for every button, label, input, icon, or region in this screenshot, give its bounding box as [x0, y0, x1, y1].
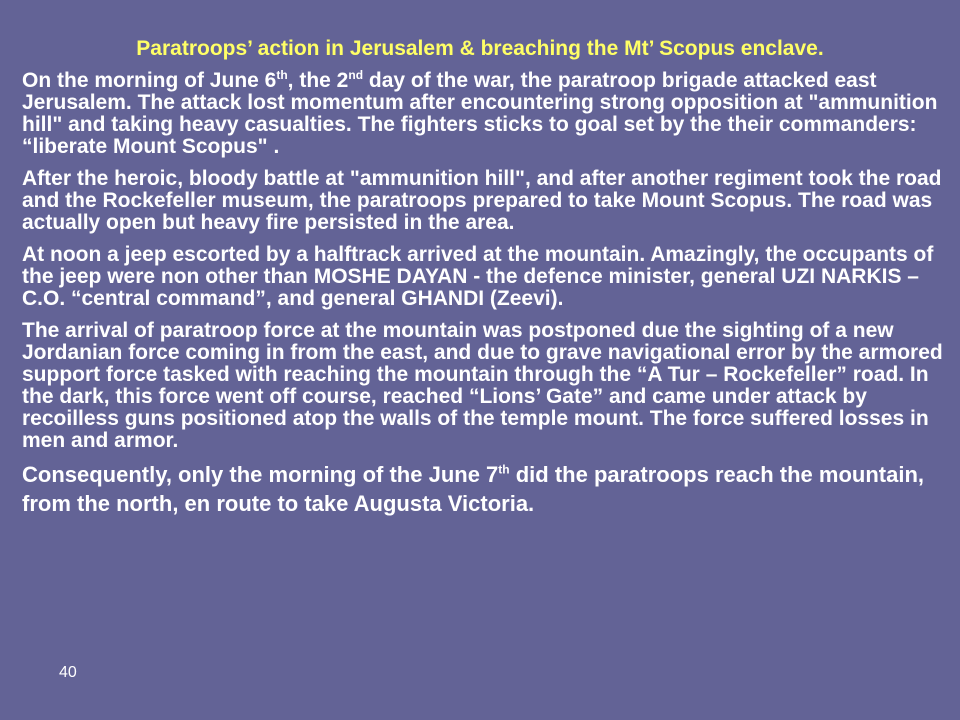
- paragraph-1-superscript-nd: nd: [348, 68, 364, 82]
- paragraph-2: After the heroic, bloody battle at "ammunition hill", and after another regiment took the road and the Rockefeller museum, the paratroops prepared to take Mount Scopus. The road was actually open but heavy fire persisted in the area.: [22, 167, 942, 234]
- slide-title: Paratroops’ action in Jerusalem & breaching the Mt’ Scopus enclave.: [136, 37, 824, 60]
- paragraph-4: The arrival of paratroop force at the mountain was postponed due the sighting of a new Jordanian force coming in from the east, and due to grave navigational error by the armored support force tasked with reaching the mountain through the “A Tur – Rockefeller” road. In the dark, this force went off course, reached “Lions’ Gate” and came under attack by recoilless guns positioned atop the walls of the temple mount. The force suffered losses in men and armor.: [22, 319, 943, 452]
- paragraph-1: [22, 70, 952, 158]
- paragraph-1-text-a: On the morning of June 6: [22, 69, 277, 92]
- paragraph-1-text-c: day of the war, the paratroop brigade attacked east Jerusalem. The attack lost momentum after encountering strong opposition at "ammunition hill" and taking heavy casualties. The fighters sticks to goal set by the their commanders: “liberate Mount Scopus" .: [22, 69, 938, 158]
- paragraph-1-text-b: , the 2: [287, 69, 349, 92]
- paragraph-5: [22, 460, 952, 518]
- paragraph-5-superscript-th: th: [498, 462, 510, 477]
- page-number: 40: [59, 664, 77, 681]
- slide-body: [22, 70, 952, 528]
- paragraph-5-text-b: did the paratroops reach the mountain, from the north, en route to take Augusta Victoria.: [22, 462, 925, 516]
- paragraph-5-text-a: Consequently, only the morning of the June 7: [22, 462, 499, 487]
- paragraph-3: At noon a jeep escorted by a halftrack arrived at the mountain. Amazingly, the occupants of the jeep were non other than MOSHE DAYAN - the defence minister, general UZI NARKIS – C.O. “central command”, and general GHANDI (Zeevi).: [22, 243, 934, 310]
- paragraph-1-superscript-th: th: [276, 68, 288, 82]
